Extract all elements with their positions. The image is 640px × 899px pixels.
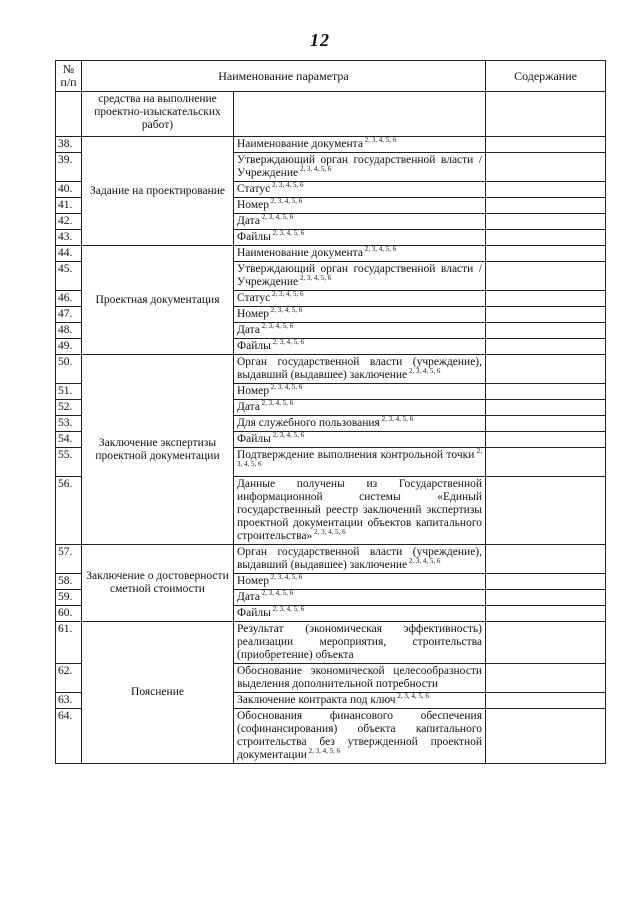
row-number: 60.: [56, 606, 82, 622]
parameter-name: [234, 291, 486, 307]
parameter-text: Номер: [237, 308, 269, 320]
parameter-name: [234, 384, 486, 400]
row-number: 56.: [56, 477, 82, 545]
table-row: [56, 622, 606, 664]
parameter-text: Результат (экономическая эффективность) реализации мероприятия, строительства (приобретение) объекта: [237, 623, 483, 661]
table-row: [56, 137, 606, 153]
parameter-text: Заключение контракта под ключ: [237, 694, 396, 706]
content-cell: [486, 198, 606, 214]
row-number: 48.: [56, 323, 82, 339]
header-num: № п/п: [56, 61, 82, 92]
parameter-text: Орган государственной власти (учреждение), выдавший (выдавшее) заключение: [237, 546, 483, 571]
footnote-ref: 2, 3, 4, 5, 6: [268, 573, 303, 582]
header-content: Содержание: [486, 61, 606, 92]
content-cell: [486, 355, 606, 384]
footnote-ref: 2, 3, 4, 5, 6: [268, 383, 303, 392]
parameter-text: Наименование документа: [237, 138, 363, 150]
parameter-name: [234, 574, 486, 590]
parameter-text: Подтверждение выполнения контрольной точки: [237, 449, 475, 461]
row-number: [56, 92, 82, 137]
group-title: Заключение экспертизы проектной документации: [82, 355, 234, 545]
content-cell: [486, 291, 606, 307]
continued-row: [56, 92, 606, 137]
page-number: 12: [310, 30, 330, 50]
row-number: 41.: [56, 198, 82, 214]
table-row: [56, 355, 606, 384]
parameter-name: [234, 307, 486, 323]
parameter-text: Статус: [237, 292, 271, 304]
row-number: 43.: [56, 230, 82, 246]
parameter-text: Для служебного пользования: [237, 417, 380, 429]
row-number: 42.: [56, 214, 82, 230]
parameter-text: Файлы: [237, 433, 271, 445]
content-cell: [486, 693, 606, 709]
parameter-name: [234, 182, 486, 198]
row-number: 58.: [56, 574, 82, 590]
parameter-text: Дата: [237, 591, 260, 603]
parameter-name: [234, 693, 486, 709]
row-number: 38.: [56, 137, 82, 153]
row-number: 51.: [56, 384, 82, 400]
parameter-name: [234, 622, 486, 664]
parameter-name: [234, 137, 486, 153]
parameter-text: Файлы: [237, 607, 271, 619]
footnote-ref: 2, 3, 4, 5, 6: [259, 213, 294, 222]
footnote-ref: 2, 3, 4, 5, 6: [259, 322, 294, 331]
parameter-text: Дата: [237, 324, 260, 336]
parameter-name: [234, 664, 486, 693]
group-title: Проектная документация: [82, 246, 234, 355]
content-cell: [486, 339, 606, 355]
row-number: 61.: [56, 622, 82, 664]
parameter-text: Статус: [237, 183, 271, 195]
parameter-name: [234, 590, 486, 606]
content-cell: [486, 384, 606, 400]
group-title: Пояснение: [82, 622, 234, 764]
content-cell: [486, 92, 606, 137]
row-number: 54.: [56, 432, 82, 448]
content-cell: [486, 153, 606, 182]
row-number: 45.: [56, 262, 82, 291]
content-cell: [486, 477, 606, 545]
content-cell: [486, 709, 606, 764]
row-number: 57.: [56, 545, 82, 574]
parameter-name: [234, 448, 486, 477]
parameter-name: [234, 339, 486, 355]
group-title: средства на выполнение проектно-изыскательских работ): [82, 92, 234, 137]
table-row: [56, 246, 606, 262]
footnote-ref: 2, 3, 4, 5, 6: [306, 747, 341, 756]
footnote-ref: 2, 3, 4, 5, 6: [362, 136, 397, 145]
parameter-name: [234, 246, 486, 262]
row-number: 52.: [56, 400, 82, 416]
content-cell: [486, 622, 606, 664]
footnote-ref: 2, 3, 4, 5, 6: [298, 165, 332, 174]
row-number: 63.: [56, 693, 82, 709]
row-number: 47.: [56, 307, 82, 323]
parameter-name: [234, 709, 486, 764]
row-number: 39.: [56, 153, 82, 182]
row-number: 62.: [56, 664, 82, 693]
group-title: Заключение о достоверности сметной стоимости: [82, 545, 234, 622]
footnote-ref: 2, 3, 4, 5, 6: [259, 589, 294, 598]
parameter-name: [234, 323, 486, 339]
content-cell: [486, 182, 606, 198]
footnote-ref: 2, 3, 4, 5, 6: [270, 338, 305, 347]
content-cell: [486, 230, 606, 246]
parameter-text: Номер: [237, 575, 269, 587]
row-number: 59.: [56, 590, 82, 606]
row-number: 44.: [56, 246, 82, 262]
row-number: 64.: [56, 709, 82, 764]
group-title: Задание на проектирование: [82, 137, 234, 246]
parameter-text: Дата: [237, 401, 260, 413]
content-cell: [486, 432, 606, 448]
parameter-text: Обоснования финансового обеспечения (софинансирования) объекта капитального строительства без утвержденной проектной документации: [237, 710, 483, 761]
content-cell: [486, 545, 606, 574]
row-number: 46.: [56, 291, 82, 307]
content-cell: [486, 214, 606, 230]
parameter-text: Наименование документа: [237, 247, 363, 259]
footnote-ref: 2, 3, 4, 5, 6: [268, 197, 303, 206]
parameter-name: [234, 400, 486, 416]
parameter-name: [234, 477, 486, 545]
parameter-text: Дата: [237, 215, 260, 227]
parameter-text: Утверждающий орган государственной власти /Учреждение: [237, 263, 483, 288]
content-cell: [486, 246, 606, 262]
header-name: Наименование параметра: [82, 61, 486, 92]
parameters-table: [55, 60, 606, 764]
parameter-name: [234, 198, 486, 214]
footnote-ref: 2, 3, 4, 5, 6: [407, 367, 441, 376]
row-number: 50.: [56, 355, 82, 384]
content-cell: [486, 307, 606, 323]
table-header-row: [56, 61, 606, 92]
content-cell: [486, 606, 606, 622]
content-cell: [486, 137, 606, 153]
parameter-name: [234, 355, 486, 384]
footnote-ref: 2, 3, 4, 5, 6: [395, 692, 429, 701]
footnote-ref: 2, 3, 4, 5, 6: [237, 447, 483, 469]
parameter-text: Обоснование экономической целесообразности выделения дополнительной потребности: [237, 665, 483, 690]
parameter-name: [234, 230, 486, 246]
parameter-text: Орган государственной власти (учреждение), выдавший (выдавшее) заключение: [237, 356, 483, 381]
parameter-name: [234, 606, 486, 622]
parameter-text: Утверждающий орган государственной власти / Учреждение: [237, 154, 483, 179]
footnote-ref: 2, 3, 4, 5, 6: [270, 290, 304, 299]
parameter-text: Файлы: [237, 340, 271, 352]
footnote-ref: 2, 3, 4, 5, 6: [312, 528, 346, 537]
parameter-name: [234, 416, 486, 432]
content-cell: [486, 262, 606, 291]
parameter-name: [234, 432, 486, 448]
parameter-name: [234, 153, 486, 182]
parameter-name: [234, 92, 486, 137]
parameter-text: Файлы: [237, 231, 271, 243]
parameter-name: [234, 545, 486, 574]
parameter-name: [234, 262, 486, 291]
content-cell: [486, 590, 606, 606]
content-cell: [486, 400, 606, 416]
footnote-ref: 2, 3, 4, 5, 6: [270, 181, 304, 190]
content-cell: [486, 416, 606, 432]
row-number: 49.: [56, 339, 82, 355]
row-number: 53.: [56, 416, 82, 432]
parameter-text: Номер: [237, 385, 269, 397]
footnote-ref: 2, 3, 4, 5, 6: [298, 274, 332, 283]
table-row: [56, 545, 606, 574]
footnote-ref: 2, 3, 4, 5, 6: [270, 431, 305, 440]
row-number: 55.: [56, 448, 82, 477]
content-cell: [486, 323, 606, 339]
content-cell: [486, 574, 606, 590]
footnote-ref: 2, 3, 4, 5, 6: [259, 399, 294, 408]
footnote-ref: 2, 3, 4, 5, 6: [270, 229, 305, 238]
footnote-ref: 2, 3, 4, 5, 6: [268, 306, 303, 315]
content-cell: [486, 448, 606, 477]
footnote-ref: 2, 3, 4, 5, 6: [270, 605, 305, 614]
row-number: 40.: [56, 182, 82, 198]
parameter-text: Номер: [237, 199, 269, 211]
content-cell: [486, 664, 606, 693]
footnote-ref: 2, 3, 4, 5, 6: [362, 245, 397, 254]
footnote-ref: 2, 3, 4, 5, 6: [407, 557, 441, 566]
parameter-name: [234, 214, 486, 230]
footnote-ref: 2, 3, 4, 5, 6: [379, 415, 414, 424]
parameter-text: Данные получены из Государственной информационной системы «Единый государственный реестр заключений экспертизы проектной документации объектов капитального строительства»: [237, 478, 483, 542]
